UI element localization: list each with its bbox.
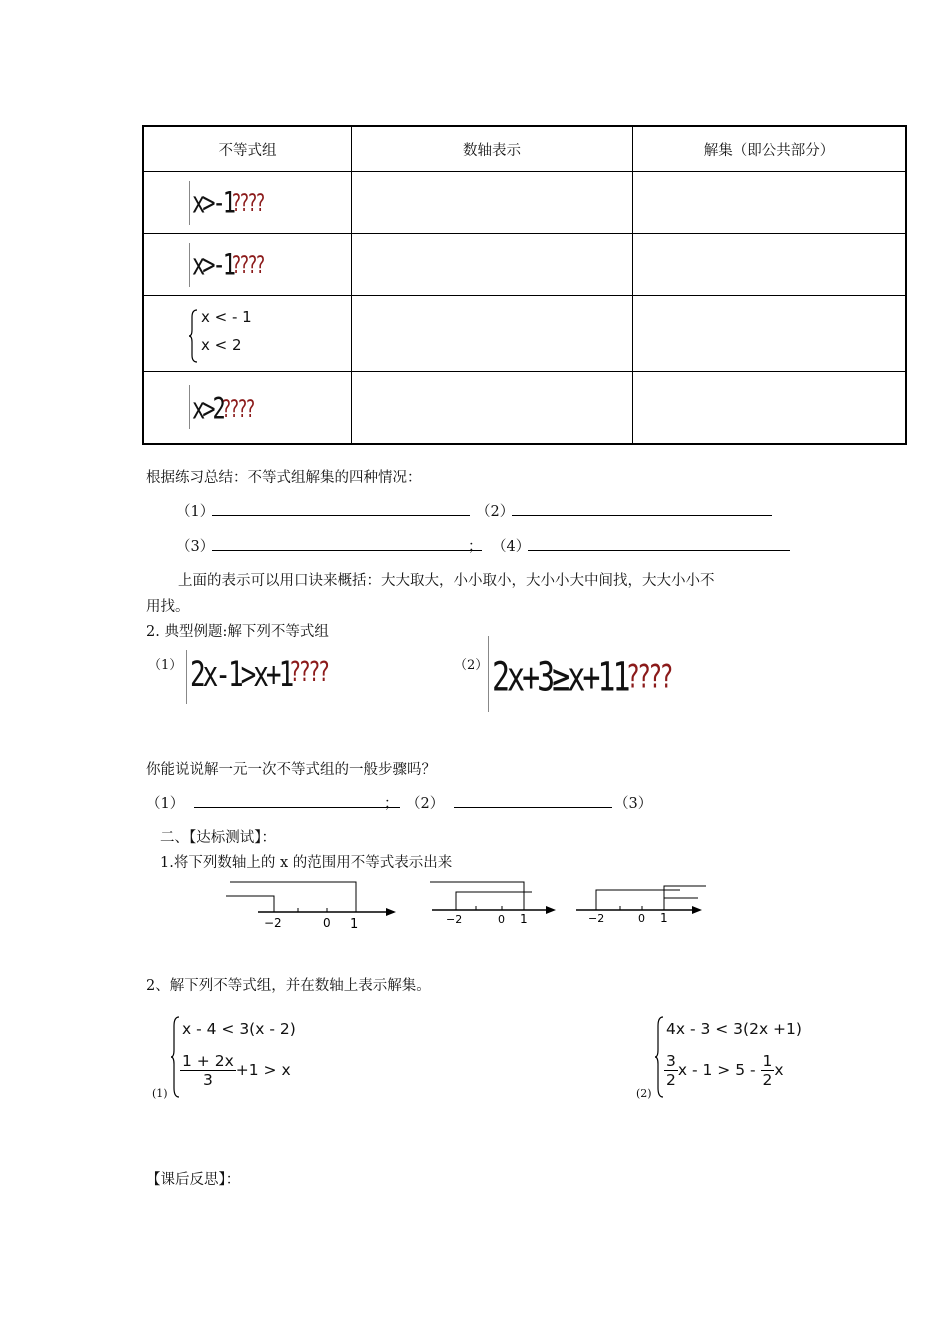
axis-label: −2 (264, 916, 282, 930)
brace (654, 1016, 664, 1098)
fraction (761, 1052, 775, 1089)
example-1-expr: 2x-1>x+1 (190, 654, 292, 696)
problem-2-end: x (774, 1061, 784, 1079)
number-line-cell[interactable] (352, 372, 633, 444)
reflection-heading: 【课后反思】： (146, 1172, 241, 1188)
system-line-2: x < 2 (201, 335, 242, 354)
solution-cell[interactable] (633, 234, 907, 296)
number-line-diagram-1 (222, 874, 402, 932)
brace (170, 1016, 180, 1098)
inequality-expr: x>-1 (192, 248, 233, 282)
example-1-label: （1） (148, 658, 183, 673)
inequality-table (142, 125, 907, 445)
example-2-expr: 2x+3≥x+11 (492, 653, 628, 702)
problem-1-line-2 (180, 1052, 291, 1089)
number-line-cell[interactable] (352, 296, 633, 372)
answer-blank-2[interactable] (512, 501, 772, 516)
problem-1-line-1: x - 4 < 3(x - 2) (182, 1020, 296, 1038)
answer-blank-3[interactable] (212, 536, 482, 551)
brace (488, 636, 490, 712)
axis-label: 1 (520, 912, 528, 926)
step-blank-1[interactable] (194, 793, 400, 808)
step-2-label: （2） (406, 796, 445, 812)
table-row (143, 296, 906, 372)
garbled-glyphs: ¿¿¿¿ (232, 190, 266, 219)
garbled-glyphs: ¿¿¿¿ (627, 661, 673, 699)
numerator: 1 + 2x (182, 1052, 234, 1070)
number-line-diagram-2 (428, 876, 564, 928)
table-header-row (143, 126, 906, 172)
garbled-glyphs: ¿¿¿¿ (222, 397, 255, 426)
brace (189, 243, 191, 287)
header-inequality-system: 不等式组 (143, 126, 352, 172)
brace (189, 181, 191, 225)
table-row (143, 172, 906, 234)
problem-1-rest: +1 > x (235, 1061, 291, 1079)
step-blank-2[interactable] (454, 793, 612, 808)
fraction (180, 1052, 236, 1089)
solution-cell[interactable] (633, 372, 907, 444)
summary-item-2-label: （2） (476, 504, 515, 520)
summary-item-4-label: （4） (492, 539, 531, 555)
inequality-cell (143, 172, 352, 234)
test-question-1: 1.将下列数轴上的 x 的范围用不等式表示出来 (160, 855, 453, 871)
axis-label: 1 (350, 917, 359, 932)
inequality-cell (143, 296, 352, 372)
number-line-cell[interactable] (352, 172, 633, 234)
solution-cell[interactable] (633, 296, 907, 372)
number-line-cell[interactable] (352, 234, 633, 296)
inequality-expr: x>-1 (192, 186, 233, 220)
denominator: 2 (666, 1071, 676, 1089)
semicolon: ； (468, 539, 483, 555)
summary-item-1-label: （1） (176, 504, 215, 520)
axis-label: −2 (588, 912, 605, 925)
table-row (143, 372, 906, 444)
axis-label: −2 (446, 913, 463, 926)
brace (186, 650, 188, 704)
step-1-label: （1） (146, 796, 185, 812)
test-question-2: 2、解下列不等式组，并在数轴上表示解集。 (146, 978, 431, 994)
garbled-glyphs: ¿¿¿¿ (232, 252, 266, 281)
problem-1-label: (1) (152, 1087, 168, 1100)
summary-item-3-label: （3） (176, 539, 215, 555)
fraction (664, 1052, 678, 1089)
summary-intro: 根据练习总结：不等式组解集的四种情况： (146, 470, 422, 486)
examples-title: 2. 典型例题:解下列不等式组 (146, 624, 329, 640)
brace (188, 309, 198, 363)
axis-label: 0 (498, 913, 505, 926)
steps-question: 你能说说解一元一次不等式组的一般步骤吗？ (146, 762, 436, 778)
inequality-expr: x>2 (192, 392, 223, 427)
problem-2-line-1: 4x - 3 < 3(2x +1) (666, 1020, 802, 1038)
step-3-label: （3） (614, 796, 653, 812)
solution-cell[interactable] (633, 172, 907, 234)
numerator: 3 (666, 1052, 676, 1070)
example-2-label: （2） (454, 658, 489, 673)
system-line-1: x < - 1 (201, 307, 252, 326)
answer-blank-4[interactable] (528, 536, 790, 551)
answer-blank-1[interactable] (212, 501, 470, 516)
header-number-line: 数轴表示 (352, 126, 633, 172)
header-solution-set: 解集（即公共部分） (633, 126, 907, 172)
numerator: 1 (762, 1052, 773, 1070)
mnemonic-text-1: 上面的表示可以用口诀来概括：大大取大，小小取小，大小小大中间找，大大小小不 (178, 573, 715, 589)
denominator: 3 (202, 1071, 213, 1089)
mnemonic-text-2: 用找。 (146, 599, 190, 615)
brace (189, 385, 191, 429)
semicolon: ； (384, 796, 399, 812)
axis-label: 1 (660, 911, 668, 925)
inequality-cell (143, 234, 352, 296)
problem-2-line-2 (664, 1052, 784, 1089)
number-line-diagram-3 (574, 878, 708, 928)
axis-label: 0 (323, 916, 331, 930)
axis-label: 0 (638, 912, 645, 925)
inequality-cell (143, 372, 352, 444)
denominator: 2 (762, 1071, 773, 1089)
problem-2-mid: x - 1 > 5 - (677, 1061, 756, 1079)
table-row (143, 234, 906, 296)
test-heading: 二、【达标测试】： (160, 830, 276, 846)
problem-2-label: (2) (636, 1087, 652, 1100)
garbled-glyphs: ¿¿¿¿ (291, 659, 330, 693)
